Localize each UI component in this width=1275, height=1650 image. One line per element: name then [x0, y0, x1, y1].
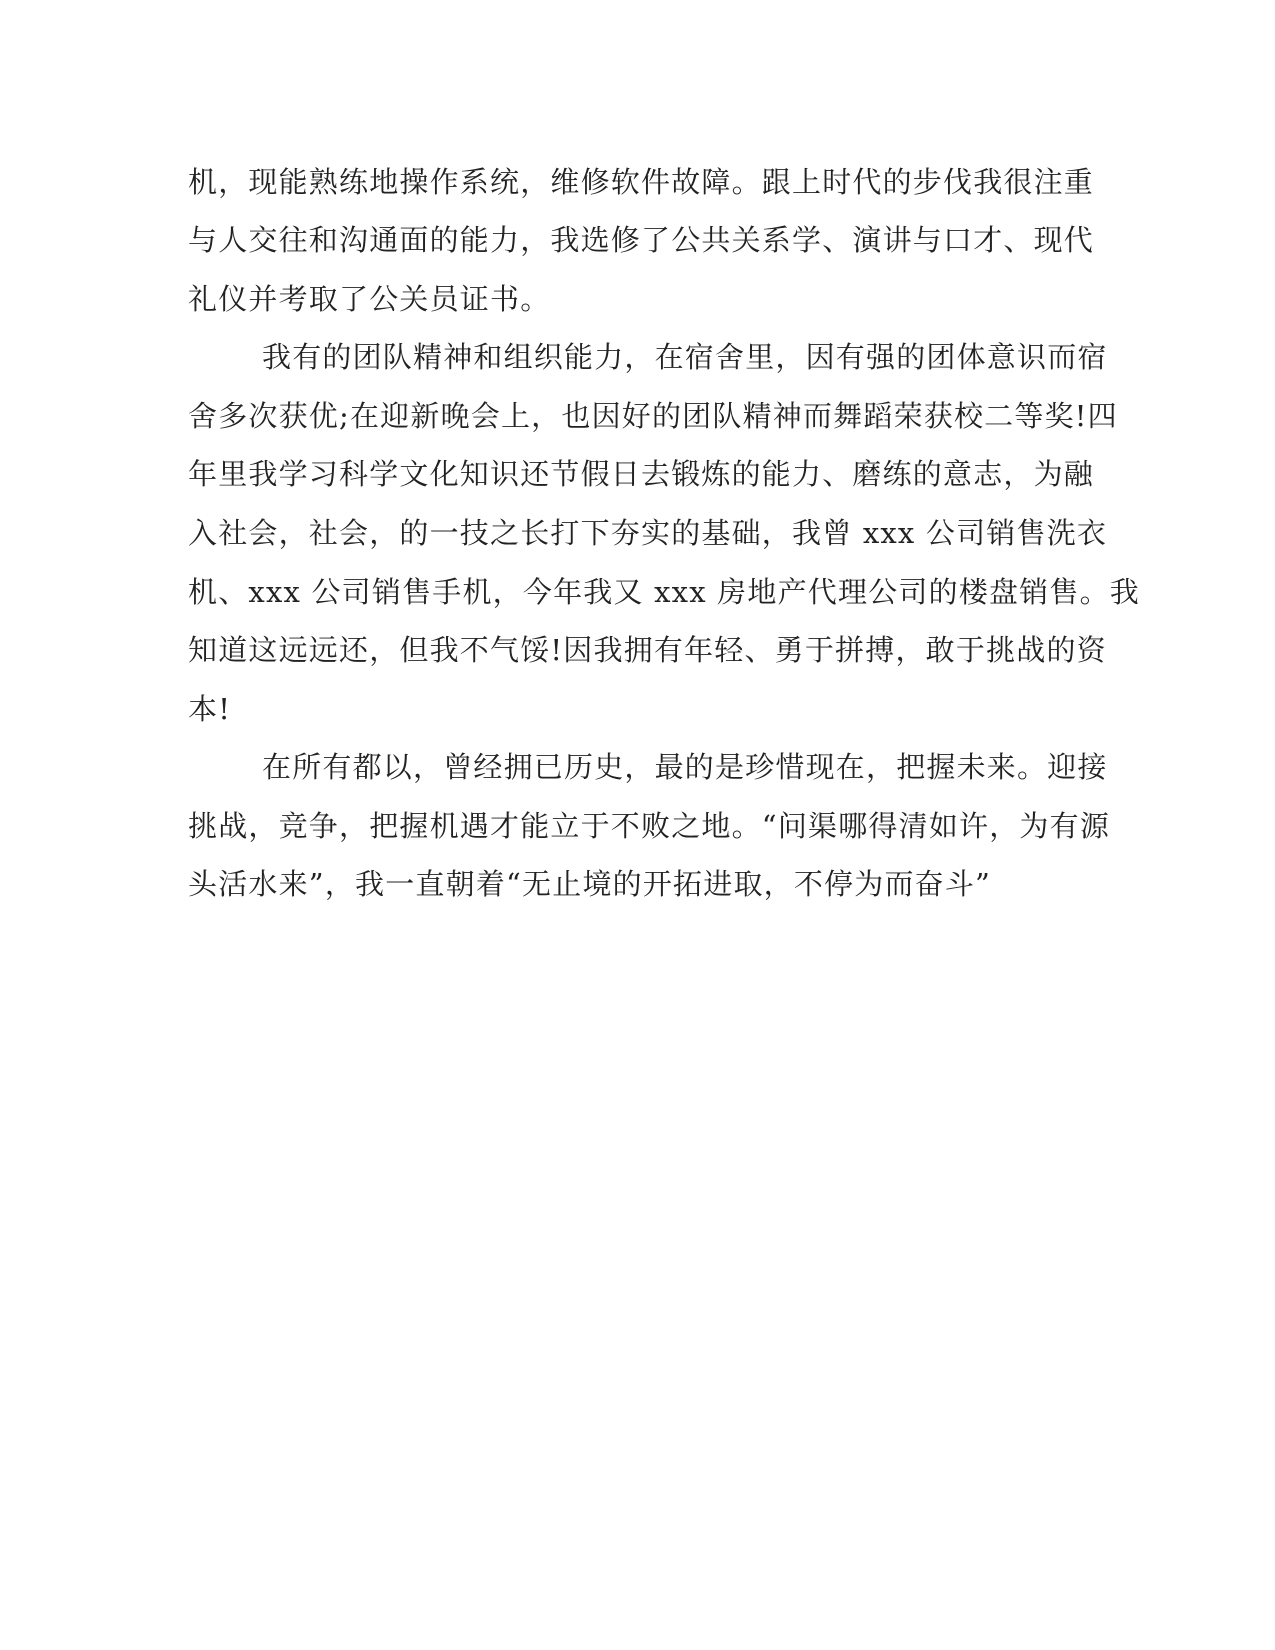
- paragraph-2-line-5: 机、xxx 公司销售手机，今年我又 xxx 房地产代理公司的楼盘销售。我: [188, 575, 1140, 609]
- paragraph-1-line-3: 礼仪并考取了公关员证书。: [188, 282, 551, 316]
- paragraph-2-line-4: 入社会，社会，的一技之长打下夯实的基础，我曾 xxx 公司销售洗衣: [188, 516, 1108, 550]
- paragraph-2-line-7: 本!: [188, 692, 232, 726]
- paragraph-1-line-2: 与人交往和沟通面的能力，我选修了公共关系学、演讲与口才、现代: [188, 223, 1095, 257]
- paragraph-2-line-1: 我有的团队精神和组织能力，在宿舍里，因有强的团体意识而宿: [262, 340, 1108, 374]
- paragraph-3-line-2: 挑战，竞争，把握机遇才能立于不败之地。“问渠哪得清如许，为有源: [188, 809, 1111, 843]
- paragraph-2-line-2: 舍多次获优;在迎新晚会上，也因好的团队精神而舞蹈荣获校二等奖!四: [188, 399, 1118, 433]
- paragraph-2-line-3: 年里我学习科学文化知识还节假日去锻炼的能力、磨练的意志，为融: [188, 457, 1095, 491]
- paragraph-3-line-1: 在所有都以，曾经拥已历史，最的是珍惜现在，把握未来。迎接: [262, 750, 1108, 784]
- paragraph-2-line-6: 知道这远远还，但我不气馁!因我拥有年轻、勇于拼搏，敢于挑战的资: [188, 633, 1107, 667]
- paragraph-1-line-1: 机，现能熟练地操作系统，维修软件故障。跟上时代的步伐我很注重: [188, 165, 1095, 199]
- paragraph-3-line-3: 头活水来”，我一直朝着“无止境的开拓进取，不停为而奋斗”: [188, 867, 992, 901]
